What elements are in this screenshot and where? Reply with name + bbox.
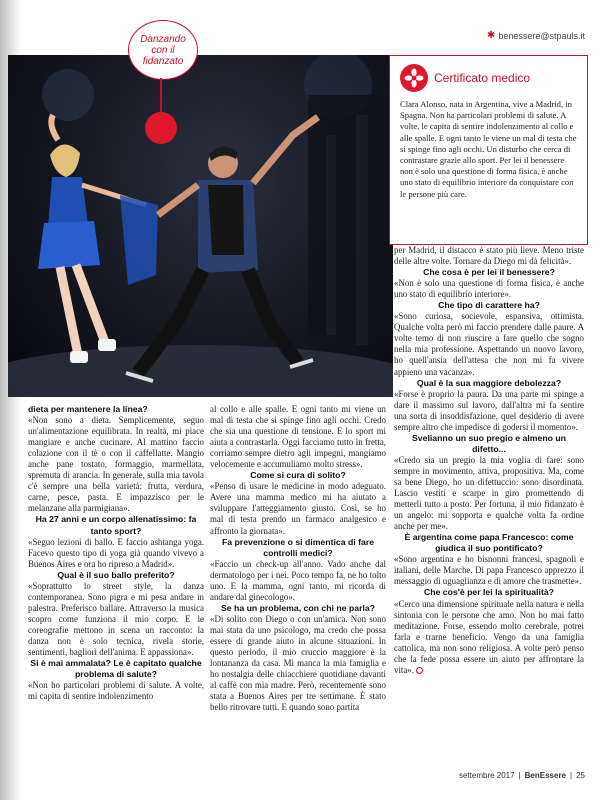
- footer-separator: |: [570, 771, 573, 780]
- section-bubble: [128, 20, 198, 80]
- dance-photo: [8, 55, 393, 397]
- interview-answer: «Penso di usare le medicine in modo adeguato. Avere una mamma medico mi ha aiutato a sviluppare l'atteggiamento giusto. Così, se ho mal di testa prendo un farmaco analgesico e affronto la giornata».: [210, 481, 386, 536]
- interview-question: Si è mai ammalata? Le è capitato qualche problema di salute?: [30, 658, 202, 680]
- interview-answer: «Non sono a dieta. Semplicemente, seguo un'alimentazione equilibrata. In realtà, mi piace mangiare e anche cucinare. Al mattino faccio colazione con il tè o con il caffellatte. Mangio anche pane tostato, formaggio, marmellata, spremuta di arancia. In generale, sulla mia tavola c'è sempre una bella varietà: frutta, verdura, carne, pesce, pasta. E impazzisco per le melanzane alla parmigiana».: [28, 415, 204, 514]
- interview-question: Ha 27 anni e un corpo allenatissimo: fa tanto sport?: [35, 514, 197, 536]
- interview-answer: «Non ho particolari problemi di salute. A volte, mi capita di sentire indolenzimento: [28, 680, 204, 702]
- interview-answer: «Forse è proprio la paura. Da una parte mi spinge a dare il massimo sul lavoro, dall'altra mi fa sentire una sorta di insoddisfazione, quel desiderio di avere sempre altro che impedisce di godersi il momento».: [394, 388, 584, 432]
- interview-answer: «Non è solo una questione di forma fisica, è anche uno stato di equilibrio interiore».: [394, 278, 584, 300]
- interview-answer-final: [394, 599, 584, 676]
- medical-certificate-header: [400, 64, 577, 92]
- interview-question: Che tipo di carattere ha?: [438, 300, 540, 311]
- interview-question: Fa prevenzione o si dimentica di fare controlli medici?: [221, 536, 375, 558]
- interview-question: È argentina come papa Francesco: come giudica il suo pontificato?: [404, 532, 574, 554]
- interview-answer: «Sono curiosa, socievole, espansiva, ottimista. Qualche volta però mi faccio prendere dalle paure. A volte temo di non riuscire a fare quello che sogno nella mia professione. Aspettando un nuovo lavoro, ho quell'ansia dell'attesa che non mi fa vivere appieno una vacanza».: [394, 311, 584, 377]
- page-footer: [459, 771, 585, 780]
- final-answer-text: «Cerco una dimensione spirituale nella natura e nella sintonia con le persone che amo. Non ho mai fatto meditazione. Forse, essendo molto cerebrale, potrei farla e trarne beneficio. Vengo da una famiglia cattolica, ma non sono religiosa. A volte però penso che la fede possa essere un aiuto per affrontare la vita».: [394, 598, 584, 675]
- interview-question: Come si cura di solito?: [250, 470, 346, 481]
- section-bubble-dot: [145, 112, 177, 144]
- interview-answer: per Madrid, il distacco è stato più lieve. Meno triste delle altre volte. Tornare da Diego mi dà felicità».: [394, 245, 584, 267]
- footer-issue: settembre 2017: [458, 771, 515, 780]
- footer-page-number: 25: [576, 771, 585, 780]
- interview-answer: «Soprattutto lo street style, la danza contemporanea. Sono pigra e mi pesa andare in palestra. Preferisco ballare. Attraverso la musica scopro come funziona il mio corpo. E le coreografie mettono in scena un racconto: la danza non è solo tecnica, rivela storie, sentimenti, bagliori dell'anima. E appassiona».: [28, 580, 204, 658]
- asterisk-icon: ✱: [486, 30, 496, 41]
- interview-question: Qual è la sua maggiore debolezza?: [416, 377, 562, 388]
- footer-magazine: BenEssere: [524, 771, 567, 780]
- interview-answer: al collo e alle spalle. E ogni tanto mi viene un mal di testa che si spinge fino agli occhi. Credo che sia una questione di tensione. E lo sport mi aiuta a contrastarla. Oggi facciamo tutto in fretta, corriamo sempre dietro agli impegni, mangiamo velocemente e accumuliamo molto stress».: [210, 404, 386, 470]
- interview-question: Svelianno un suo pregio e almeno un difetto...: [412, 432, 566, 454]
- interview-question: Che cosa è per lei il benessere?: [423, 267, 555, 278]
- medical-certificate-box: [389, 55, 588, 245]
- dance-photo-illustration: [8, 55, 393, 397]
- footer-separator: |: [518, 771, 521, 780]
- interview-answer: «Seguo lezioni di ballo. E faccio ashtanga yoga. Facevo questo tipo di yoga già quando vivevo a Buenos Aires e ora ho ripreso a Madrid».: [28, 536, 204, 569]
- medical-certificate-title: Certificato medico: [434, 70, 531, 85]
- contact-email: [487, 30, 585, 41]
- interview-question: Se ha un problema, con chi ne parla?: [221, 602, 375, 613]
- interview-question: dieta per mantenere la linea?: [28, 404, 148, 414]
- interview-question: Qual è il suo ballo preferito?: [57, 569, 175, 580]
- section-bubble-label: Danzando con il fidanzato: [140, 33, 186, 67]
- flower-icon: [400, 64, 428, 92]
- interview-answer: «Sono argentina e ho bisnonni francesi, spagnoli e italiani, delle Marche. Di papa Francesco apprezzo il messaggio di uguaglianza e di amore che trasmette».: [394, 554, 584, 587]
- interview-answer: «Di solito con Diego o con un'amica. Non sono mai stata da uno psicologo, ma credo che possa essere di grande aiuto in alcune situazioni. In questo periodo, il mio cruccio maggiore è la lontananza da casa. Mi manca la mia famiglia e ho nostalgia delle chiacchiere quotidiane davanti al caffè con mia madre. Però, recentemente sono stata a Buenos Aires per tre settimane. È stato bello ritrovare tutti. E quando sono partita: [210, 613, 386, 713]
- interview-column-2: [210, 404, 386, 713]
- interview-column-1: [28, 404, 204, 702]
- interview-question: Che cos'è per lei la spiritualità?: [423, 587, 554, 598]
- interview-column-3: [394, 245, 584, 676]
- interview-answer: «Credo sia un pregio la mia voglia di fare: sono sempre in movimento, attiva, propositiva. Ma, come sa bene Diego, ho un difettuccio: sono disordinata. Lascio vestiti e scarpe in giro promettendo di metterli tutto a posto. Per fortuna, il mio fidanzato è un angelo: mi sopporta e qualche volta fa ordine anche per me».: [394, 454, 584, 532]
- section-bubble-tail: [160, 78, 162, 116]
- contact-email-text: benessere@stpauls.it: [498, 30, 585, 41]
- article-end-icon: [416, 667, 423, 674]
- interview-answer: «Faccio un check-up all'anno. Vado anche dal dermatologo per i nei. Poco tempo fa, ne ho tolto uno. E la mamma, ogni tanto, mi ricorda di andare dal ginecologo».: [210, 558, 386, 602]
- medical-certificate-text: Clara Alonso, nata in Argentina, vive a Madrid, in Spagna. Non ha particolari problemi di salute. A volte, le capita di sentire indolenzimento al collo e alle spalle. E ogni tanto le viene un mal di testa che si spinge fino agli occhi. Un disturbo che cerca di contrastare grazie allo sport. Per lei il benessere non è solo una questione di forma fisica, è anche uno stato di equilibrio interiore da conquistare con le persone più care.: [400, 99, 577, 199]
